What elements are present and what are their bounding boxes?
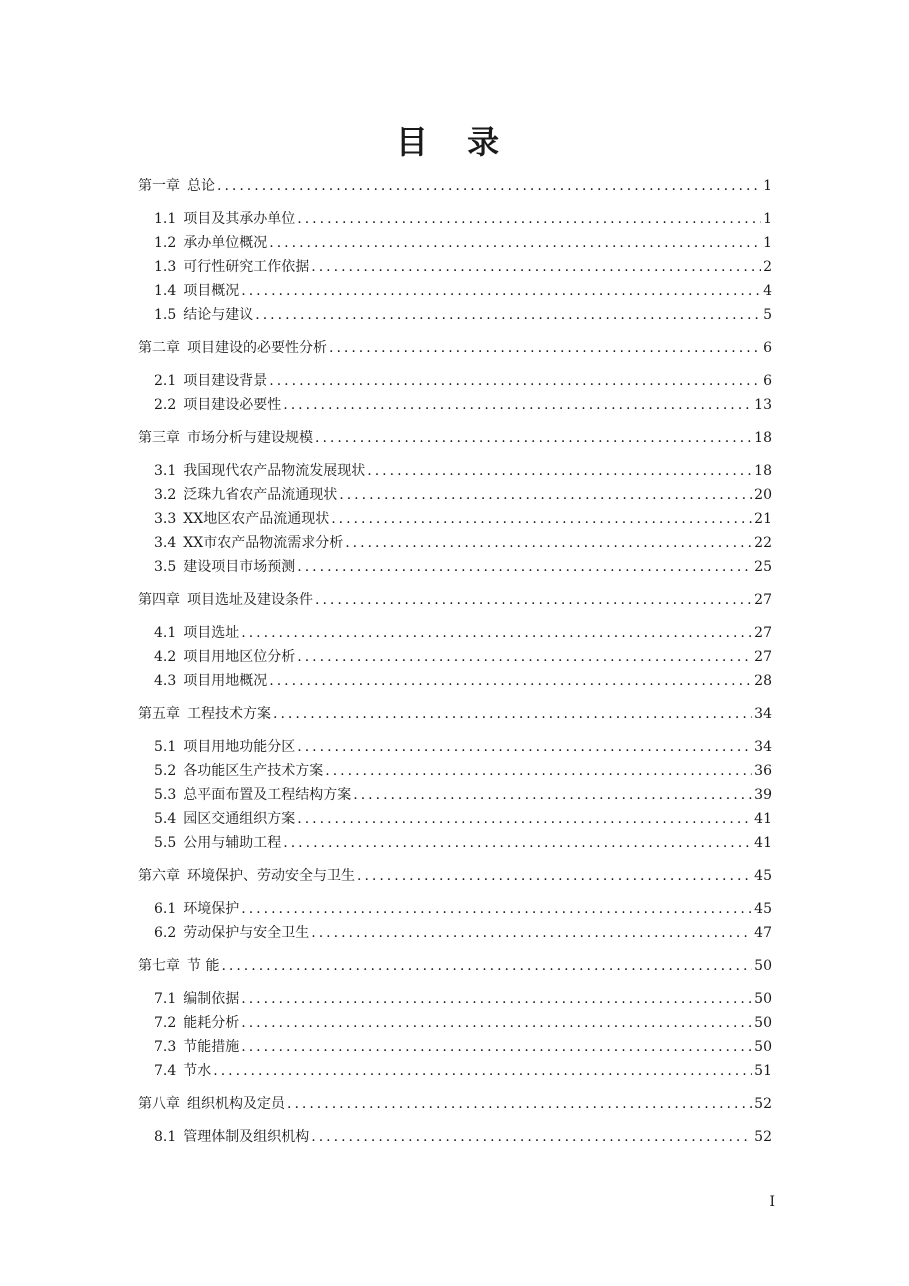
toc-chapter-entry[interactable]	[138, 1092, 772, 1116]
toc-entry-page: 41	[754, 811, 772, 827]
toc-entry-number: 1.3	[154, 259, 177, 275]
toc-section-entry[interactable]	[138, 1059, 772, 1083]
toc-entry-title: XX地区农产品流通现状	[183, 511, 330, 527]
toc-dot-leader	[315, 588, 752, 612]
toc-entry-number: 4.1	[154, 625, 177, 641]
toc-dot-leader	[311, 1125, 752, 1149]
toc-entry-number: 3.5	[154, 559, 177, 575]
toc-section-entry[interactable]	[138, 645, 772, 669]
toc-entry-title: 总论	[187, 178, 215, 194]
toc-section-entry[interactable]	[138, 231, 772, 255]
toc-dot-leader	[255, 303, 761, 327]
toc-section-entry[interactable]	[138, 369, 772, 393]
toc-dot-leader	[297, 735, 752, 759]
toc-entry-page: 39	[754, 787, 772, 803]
toc-chapter-entry[interactable]	[138, 864, 772, 888]
toc-entry-number: 3.3	[154, 511, 177, 527]
toc-entry-title: 节水	[183, 1063, 212, 1079]
toc-entry-number: 3.1	[154, 463, 177, 479]
toc-dot-leader	[331, 507, 752, 531]
toc-entry-page: 28	[754, 673, 772, 689]
toc-dot-leader	[297, 207, 761, 231]
toc-chapter-entry[interactable]	[138, 702, 772, 726]
toc-entry-title: 项目用地区位分析	[183, 649, 296, 665]
toc-entry-number: 第六章	[138, 868, 180, 884]
toc-dot-leader	[241, 1035, 752, 1059]
toc-entry-title: 各功能区生产技术方案	[183, 763, 324, 779]
page-number: I	[769, 1194, 775, 1210]
toc-entry-title: 承办单位概况	[183, 235, 268, 251]
toc-entry-page: 45	[754, 868, 772, 884]
toc-section-entry[interactable]	[138, 621, 772, 645]
toc-chapter-entry[interactable]	[138, 954, 772, 978]
toc-entry-page: 13	[754, 397, 772, 413]
toc-chapter-entry[interactable]	[138, 336, 772, 360]
toc-entry-page: 50	[754, 991, 772, 1007]
toc-entry-title: 项目建设的必要性分析	[187, 340, 327, 356]
toc-entry-title: 项目选址	[183, 625, 240, 641]
toc-entry-number: 1.5	[154, 307, 177, 323]
toc-section-entry[interactable]	[138, 783, 772, 807]
toc-dot-leader	[221, 954, 752, 978]
toc-entry-number: 3.2	[154, 487, 177, 503]
toc-entry-number: 4.3	[154, 673, 177, 689]
toc-dot-leader	[311, 255, 761, 279]
toc-entry-number: 2.2	[154, 397, 177, 413]
toc-entry-number: 6.2	[154, 925, 177, 941]
toc-dot-leader	[241, 897, 752, 921]
toc-entry-number: 第三章	[138, 430, 180, 446]
toc-chapter-entry[interactable]	[138, 426, 772, 450]
table-of-contents	[138, 174, 772, 1149]
toc-entry-number: 1.1	[154, 211, 177, 227]
toc-dot-leader	[287, 1092, 752, 1116]
toc-entry-page: 4	[763, 283, 772, 299]
toc-section-entry[interactable]	[138, 1011, 772, 1035]
toc-entry-page: 34	[754, 739, 772, 755]
toc-entry-page: 52	[754, 1096, 772, 1112]
toc-entry-number: 5.4	[154, 811, 177, 827]
toc-entry-number: 第二章	[138, 340, 180, 356]
toc-dot-leader	[241, 279, 761, 303]
toc-section-entry[interactable]	[138, 279, 772, 303]
toc-entry-title: 建设项目市场预测	[183, 559, 296, 575]
toc-entry-title: 可行性研究工作依据	[183, 259, 310, 275]
toc-entry-title: 项目概况	[183, 283, 240, 299]
toc-dot-leader	[325, 759, 752, 783]
toc-section-entry[interactable]	[138, 759, 772, 783]
toc-dot-leader	[297, 807, 752, 831]
toc-entry-title: 能耗分析	[183, 1015, 240, 1031]
toc-entry-page: 50	[754, 958, 772, 974]
toc-entry-page: 22	[754, 535, 772, 551]
toc-dot-leader	[241, 1011, 752, 1035]
toc-dot-leader	[311, 921, 752, 945]
toc-entry-page: 51	[754, 1063, 772, 1079]
toc-dot-leader	[213, 1059, 752, 1083]
toc-section-entry[interactable]	[138, 207, 772, 231]
toc-entry-page: 18	[754, 430, 772, 446]
toc-section-entry[interactable]	[138, 831, 772, 855]
toc-entry-page: 25	[754, 559, 772, 575]
toc-section-entry[interactable]	[138, 897, 772, 921]
toc-entry-number: 7.4	[154, 1063, 177, 1079]
toc-section-entry[interactable]	[138, 1035, 772, 1059]
toc-entry-number: 第五章	[138, 706, 180, 722]
toc-entry-page: 2	[763, 259, 772, 275]
toc-entry-page: 27	[754, 649, 772, 665]
toc-entry-title: XX市农产品物流需求分析	[183, 535, 344, 551]
toc-section-entry[interactable]	[138, 669, 772, 693]
toc-entry-number: 8.1	[154, 1129, 177, 1145]
toc-entry-title: 泛珠九省农产品流通现状	[183, 487, 338, 503]
toc-entry-page: 27	[754, 592, 772, 608]
toc-entry-number: 7.3	[154, 1039, 177, 1055]
toc-entry-page: 21	[754, 511, 772, 527]
toc-entry-number: 5.2	[154, 763, 177, 779]
toc-dot-leader	[283, 393, 752, 417]
toc-entry-page: 45	[754, 901, 772, 917]
toc-dot-leader	[345, 531, 752, 555]
toc-dot-leader	[315, 426, 752, 450]
toc-entry-page: 52	[754, 1129, 772, 1145]
toc-section-entry[interactable]	[138, 393, 772, 417]
toc-entry-page: 1	[763, 178, 772, 194]
toc-entry-number: 1.2	[154, 235, 177, 251]
toc-entry-title: 项目建设背景	[183, 373, 268, 389]
toc-entry-title: 组织机构及定员	[187, 1096, 285, 1112]
toc-entry-title: 公用与辅助工程	[183, 835, 282, 851]
toc-entry-page: 5	[763, 307, 772, 323]
toc-entry-page: 36	[754, 763, 772, 779]
page-title: 目 录	[395, 123, 514, 161]
toc-entry-page: 1	[763, 235, 772, 251]
toc-entry-number: 5.3	[154, 787, 177, 803]
toc-entry-page: 41	[754, 835, 772, 851]
toc-dot-leader	[217, 174, 761, 198]
toc-entry-page: 18	[754, 463, 772, 479]
toc-entry-page: 50	[754, 1039, 772, 1055]
toc-entry-number: 1.4	[154, 283, 177, 299]
toc-entry-title: 环境保护	[183, 901, 240, 917]
toc-dot-leader	[357, 864, 752, 888]
toc-entry-title: 编制依据	[183, 991, 240, 1007]
toc-section-entry[interactable]	[138, 507, 772, 531]
toc-entry-title: 项目用地功能分区	[183, 739, 296, 755]
toc-section-entry[interactable]	[138, 531, 772, 555]
toc-entry-number: 第七章	[138, 958, 180, 974]
toc-dot-leader	[353, 783, 752, 807]
toc-entry-title: 项目用地概况	[183, 673, 268, 689]
toc-section-entry[interactable]	[138, 1125, 772, 1149]
toc-entry-title: 环境保护、劳动安全与卫生	[187, 868, 355, 884]
toc-entry-number: 第四章	[138, 592, 180, 608]
toc-entry-title: 节能措施	[183, 1039, 240, 1055]
toc-entry-number: 4.2	[154, 649, 177, 665]
toc-section-entry[interactable]	[138, 987, 772, 1011]
toc-entry-title: 项目选址及建设条件	[187, 592, 313, 608]
toc-chapter-entry[interactable]	[138, 174, 772, 198]
toc-entry-title: 结论与建议	[183, 307, 254, 323]
toc-dot-leader	[283, 831, 752, 855]
toc-entry-page: 20	[754, 487, 772, 503]
toc-entry-title: 节 能	[187, 958, 220, 974]
toc-entry-title: 项目及其承办单位	[183, 211, 296, 227]
toc-entry-number: 7.2	[154, 1015, 177, 1031]
toc-entry-number: 2.1	[154, 373, 177, 389]
toc-dot-leader	[241, 621, 752, 645]
toc-dot-leader	[297, 555, 752, 579]
toc-entry-number: 5.1	[154, 739, 177, 755]
toc-entry-title: 项目建设必要性	[183, 397, 282, 413]
toc-section-entry[interactable]	[138, 735, 772, 759]
toc-dot-leader	[329, 336, 761, 360]
toc-section-entry[interactable]	[138, 483, 772, 507]
toc-entry-title: 总平面布置及工程结构方案	[183, 787, 352, 803]
toc-entry-title: 管理体制及组织机构	[183, 1129, 310, 1145]
toc-dot-leader	[339, 483, 752, 507]
toc-section-entry[interactable]	[138, 255, 772, 279]
toc-dot-leader	[273, 702, 752, 726]
toc-dot-leader	[269, 369, 761, 393]
toc-dot-leader	[367, 459, 752, 483]
toc-entry-title: 劳动保护与安全卫生	[183, 925, 310, 941]
toc-entry-page: 47	[754, 925, 772, 941]
toc-entry-page: 6	[763, 340, 772, 356]
toc-dot-leader	[241, 987, 752, 1011]
toc-section-entry[interactable]	[138, 921, 772, 945]
toc-entry-number: 3.4	[154, 535, 177, 551]
toc-entry-page: 1	[763, 211, 772, 227]
toc-section-entry[interactable]	[138, 807, 772, 831]
toc-entry-number: 5.5	[154, 835, 177, 851]
toc-entry-page: 6	[763, 373, 772, 389]
toc-entry-number: 第八章	[138, 1096, 180, 1112]
toc-dot-leader	[269, 231, 761, 255]
toc-entry-page: 27	[754, 625, 772, 641]
toc-entry-number: 6.1	[154, 901, 177, 917]
toc-entry-title: 我国现代农产品物流发展现状	[183, 463, 366, 479]
toc-entry-page: 50	[754, 1015, 772, 1031]
toc-section-entry[interactable]	[138, 555, 772, 579]
toc-entry-number: 7.1	[154, 991, 177, 1007]
toc-entry-title: 园区交通组织方案	[183, 811, 296, 827]
toc-entry-title: 工程技术方案	[187, 706, 271, 722]
toc-dot-leader	[269, 669, 752, 693]
toc-section-entry[interactable]	[138, 303, 772, 327]
toc-dot-leader	[297, 645, 752, 669]
toc-chapter-entry[interactable]	[138, 588, 772, 612]
toc-entry-number: 第一章	[138, 178, 180, 194]
toc-section-entry[interactable]	[138, 459, 772, 483]
toc-entry-title: 市场分析与建设规模	[187, 430, 313, 446]
toc-entry-page: 34	[754, 706, 772, 722]
